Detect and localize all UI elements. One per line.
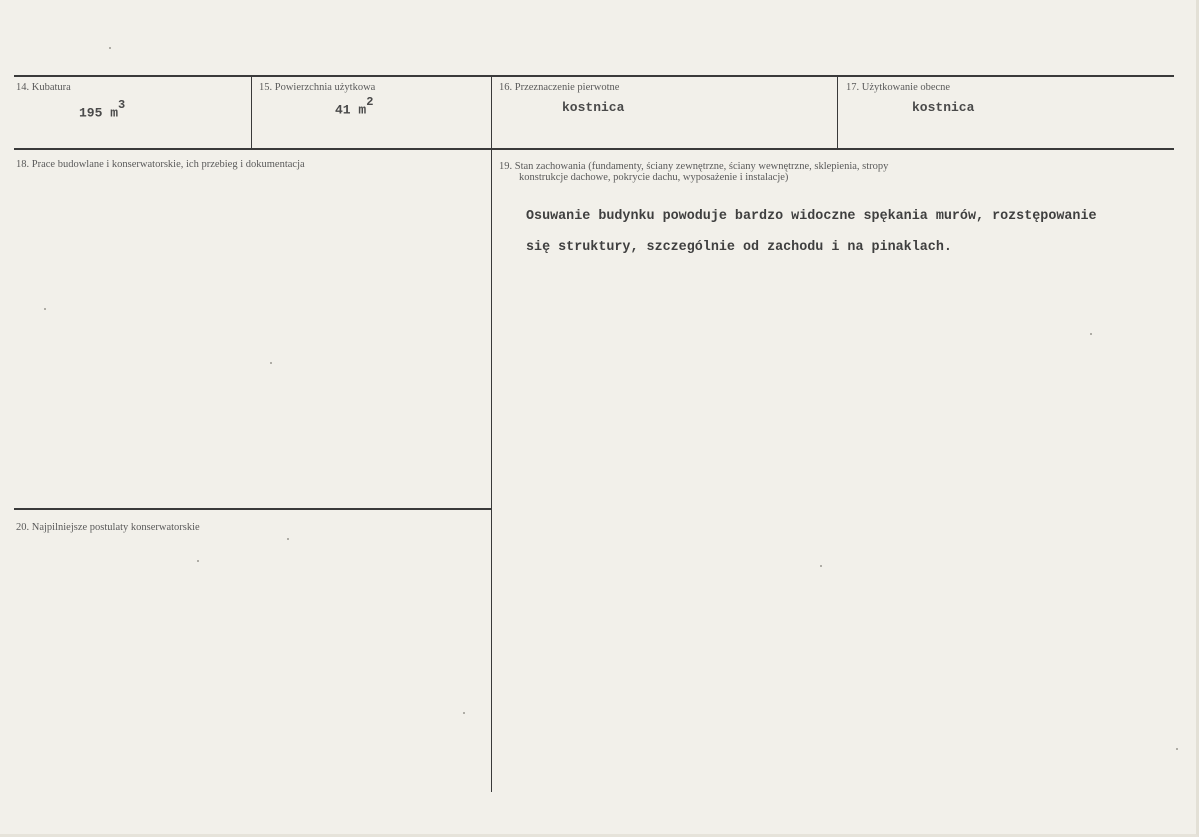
field-16-label: 16. Przeznaczenie pierwotne (499, 82, 620, 93)
field-19-text-line2: się struktury, szczególnie od zachodu i na pinaklach. (526, 240, 952, 255)
divider-main-columns (491, 150, 492, 792)
divider-15-16 (491, 76, 492, 149)
field-17-label: 17. Użytkowanie obecne (846, 82, 951, 93)
powierzchnia-unit: m (358, 102, 367, 118)
field-15-value (335, 95, 374, 118)
field-19-label-line2: konstrukcje dachowe, pokrycie dachu, wyposażenie i instalacje) (519, 172, 789, 183)
paper-speck (287, 538, 289, 540)
paper-speck (463, 712, 465, 714)
paper-speck (44, 308, 46, 310)
row1-bottom-rule (14, 148, 1174, 150)
kubatura-unit: m (110, 105, 119, 121)
field-15-label: 15. Powierzchnia użytkowa (259, 82, 376, 93)
divider-14-15 (251, 76, 252, 149)
field-16-value: kostnica (562, 100, 625, 115)
field20-top-rule (14, 508, 491, 510)
field-18-label: 18. Prace budowlane i konserwatorskie, ich przebieg i dokumentacja (16, 159, 305, 170)
divider-16-17 (837, 76, 838, 149)
paper-speck (1090, 333, 1092, 335)
powierzchnia-number: 41 (335, 102, 351, 118)
top-rule (14, 75, 1174, 77)
field-14-label: 14. Kubatura (16, 82, 71, 93)
kubatura-exponent: 3 (118, 98, 126, 112)
field-20-label: 20. Najpilniejsze postulaty konserwatorskie (16, 522, 200, 533)
paper-speck (1176, 748, 1178, 750)
field-19-label-line1: 19. Stan zachowania (fundamenty, ściany zewnętrzne, ściany wewnętrzne, sklepienia, stropy (499, 161, 889, 172)
field-19-text-line1: Osuwanie budynku powoduje bardzo widoczne spękania murów, rozstępowanie (526, 209, 1097, 224)
field-17-value: kostnica (912, 100, 975, 115)
paper-speck (197, 560, 199, 562)
paper-speck (820, 565, 822, 567)
powierzchnia-exponent: 2 (366, 95, 374, 109)
paper-speck (270, 362, 272, 364)
field-14-value (79, 98, 126, 121)
paper-speck (109, 47, 111, 49)
kubatura-number: 195 (79, 105, 103, 121)
